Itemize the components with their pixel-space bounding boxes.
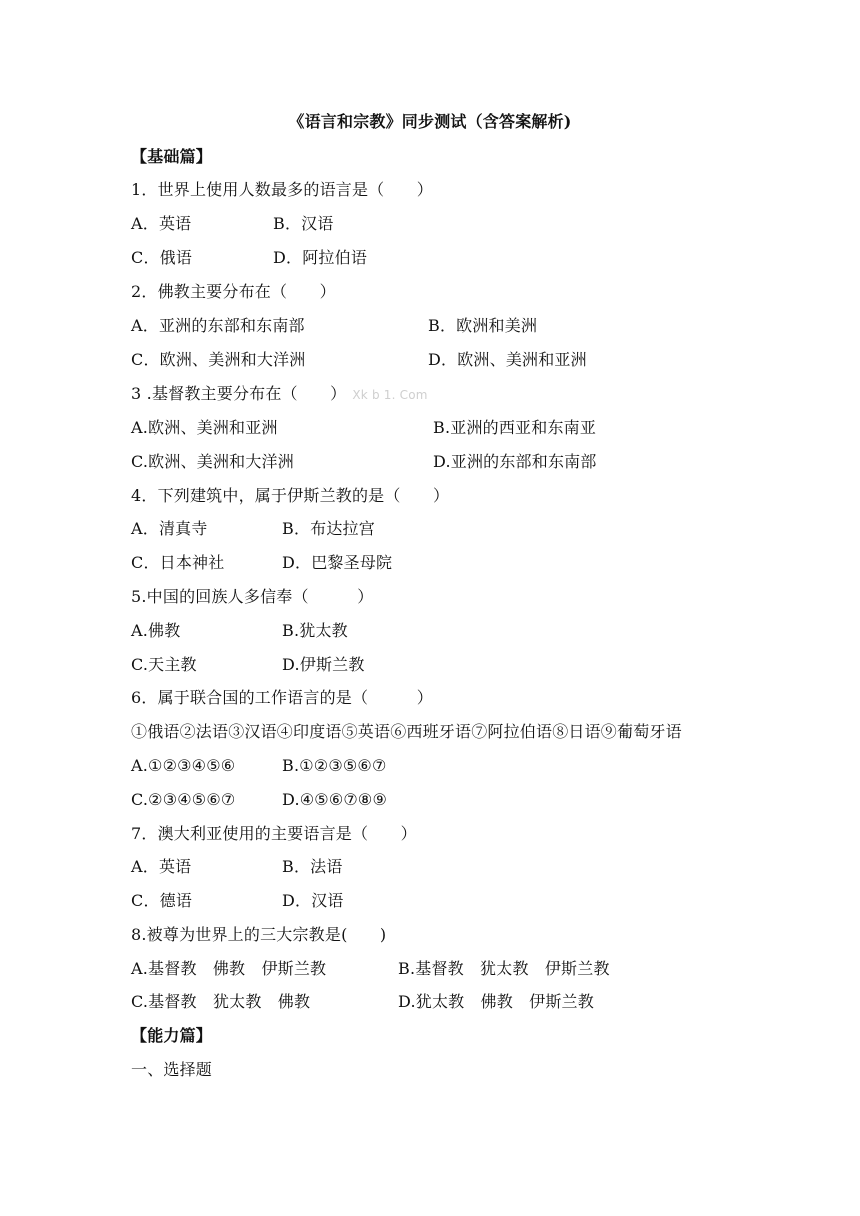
question-3-options-row1 xyxy=(131,418,597,438)
question-2-option-c: C．欧洲、美洲和大洋洲 xyxy=(131,350,306,369)
question-3-option-b: B.亚洲的西亚和东南亚 xyxy=(433,418,597,437)
question-4-options-row1 xyxy=(131,519,375,539)
question-4-stem: 4．下列建筑中，属于伊斯兰教的是（ ） xyxy=(131,486,450,505)
question-2-options-row2 xyxy=(131,350,587,370)
question-1-stem: 1．世界上使用人数最多的语言是（ ） xyxy=(131,180,433,199)
question-6-option-d: D.④⑤⑥⑦⑧⑨ xyxy=(282,790,388,809)
question-1-option-b: B．汉语 xyxy=(273,214,334,233)
subsection-choice-heading: 一、选择题 xyxy=(131,1060,213,1079)
question-2-option-b: B．欧洲和美洲 xyxy=(428,316,538,335)
question-3-stem: 3 .基督教主要分布在（ ） xyxy=(131,384,347,403)
question-6-language-list: ①俄语②法语③汉语④印度语⑤英语⑥西班牙语⑦阿拉伯语⑧日语⑨葡萄牙语 xyxy=(131,722,682,741)
question-5-stem: 5.中国的回族人多信奉（ ） xyxy=(131,587,374,606)
question-6-option-b: B.①②③⑤⑥⑦ xyxy=(282,756,387,775)
question-3-stem-line xyxy=(131,384,428,405)
question-6-stem: 6．属于联合国的工作语言的是（ ） xyxy=(131,688,433,707)
question-1-options-row1 xyxy=(131,214,334,234)
question-8-option-b: B.基督教 犹太教 伊斯兰教 xyxy=(398,959,610,978)
question-3-options-row2 xyxy=(131,452,597,472)
question-2-option-d: D．欧洲、美洲和亚洲 xyxy=(428,350,587,369)
question-8-option-c: C.基督教 犹太教 佛教 xyxy=(131,992,311,1011)
question-2-option-a: A．亚洲的东部和东南部 xyxy=(131,316,305,335)
question-7-options-row2 xyxy=(131,891,344,911)
question-6-options-row2 xyxy=(131,790,388,810)
question-5-option-a: A.佛教 xyxy=(131,621,181,640)
question-6-option-c: C.②③④⑤⑥⑦ xyxy=(131,790,236,809)
question-8-option-d: D.犹太教 佛教 伊斯兰教 xyxy=(398,992,594,1011)
question-6-options-row1 xyxy=(131,756,387,776)
question-3-option-a: A.欧洲、美洲和亚洲 xyxy=(131,418,278,437)
question-5-option-b: B.犹太教 xyxy=(282,621,348,640)
question-4-option-d: D．巴黎圣母院 xyxy=(282,553,393,572)
question-4-options-row2 xyxy=(131,553,393,573)
question-2-options-row1 xyxy=(131,316,538,336)
section-ability-heading: 【能力篇】 xyxy=(131,1026,213,1045)
question-7-option-c: C．德语 xyxy=(131,891,193,910)
question-1-options-row2 xyxy=(131,248,368,268)
question-7-stem: 7．澳大利亚使用的主要语言是（ ） xyxy=(131,824,417,843)
question-5-options-row1 xyxy=(131,621,348,641)
question-8-stem: 8.被尊为世界上的三大宗教是( ) xyxy=(131,925,387,944)
question-7-option-b: B．法语 xyxy=(282,857,343,876)
question-5-option-c: C.天主教 xyxy=(131,655,197,674)
question-2-stem: 2．佛教主要分布在（ ） xyxy=(131,282,336,301)
question-8-options-row1 xyxy=(131,959,610,979)
question-5-option-d: D.伊斯兰教 xyxy=(282,655,365,674)
question-7-option-a: A．英语 xyxy=(131,857,192,876)
question-1-option-c: C．俄语 xyxy=(131,248,193,267)
watermark: Xk b 1. Com xyxy=(352,388,428,402)
question-1-option-a: A．英语 xyxy=(131,214,192,233)
question-1-option-d: D．阿拉伯语 xyxy=(273,248,368,267)
question-6-option-a: A.①②③④⑤⑥ xyxy=(131,756,236,775)
question-3-option-d: D.亚洲的东部和东南部 xyxy=(433,452,597,471)
question-4-option-a: A．清真寺 xyxy=(131,519,208,538)
question-7-option-d: D．汉语 xyxy=(282,891,344,910)
question-4-option-c: C．日本神社 xyxy=(131,553,225,572)
question-5-options-row2 xyxy=(131,655,365,675)
question-8-options-row2 xyxy=(131,992,594,1012)
question-3-option-c: C.欧洲、美洲和大洋洲 xyxy=(131,452,294,471)
document-title: 《语言和宗教》同步测试（含答案解析) xyxy=(288,112,572,131)
question-8-option-a: A.基督教 佛教 伊斯兰教 xyxy=(131,959,327,978)
question-7-options-row1 xyxy=(131,857,343,877)
question-4-option-b: B．布达拉宫 xyxy=(282,519,375,538)
section-basic-heading: 【基础篇】 xyxy=(131,147,213,166)
